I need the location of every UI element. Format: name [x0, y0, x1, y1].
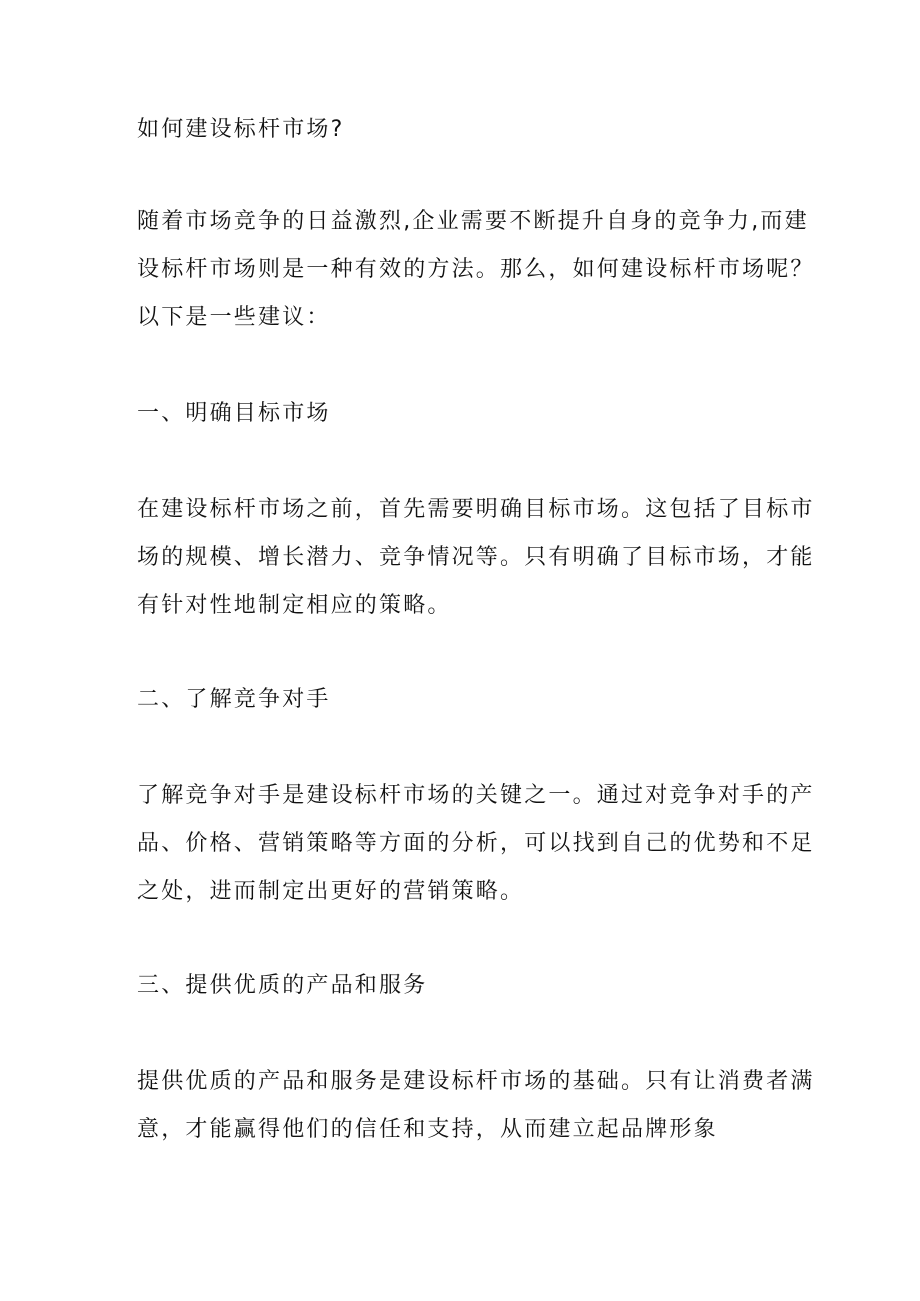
- intro-paragraph: [137, 198, 815, 342]
- section-body-2: [137, 772, 815, 916]
- body-line: 在建设标杆市场之前，首先需要明确目标市场。这包括了目标市: [137, 497, 815, 522]
- title-text: 如何建设标杆市场?: [137, 117, 345, 142]
- body-line: 提供优质的产品和服务是建设标杆市场的基础。只有让消费者满: [137, 1069, 815, 1094]
- section-heading-3: [137, 962, 797, 1010]
- body-line: 之处，进而制定出更好的营销策略。: [137, 879, 525, 904]
- document-title: [137, 106, 797, 154]
- section-body-1: [137, 486, 815, 630]
- section-heading-1: [137, 390, 797, 438]
- body-line: 了解竞争对手是建设标杆市场的关键之一。通过对竞争对手的产: [137, 783, 815, 808]
- body-line: 有针对性地制定相应的策略。: [137, 593, 452, 618]
- section-heading-text: 三、提供优质的产品和服务: [137, 973, 428, 998]
- section-body-3: [137, 1058, 815, 1154]
- section-heading-text: 一、明确目标市场: [137, 401, 331, 426]
- body-line: 品、价格、营销策略等方面的分析，可以找到自己的优势和不足: [137, 831, 815, 856]
- body-line: 场的规模、增长潜力、竞争情况等。只有明确了目标市场，才能: [137, 545, 815, 570]
- section-heading-2: [137, 676, 797, 724]
- intro-line: 以下是一些建议：: [137, 305, 331, 330]
- intro-line: 随着市场竞争的日益激烈,企业需要不断提升自身的竞争力,而建: [137, 209, 809, 234]
- section-heading-text: 二、了解竞争对手: [137, 687, 331, 712]
- intro-line: 设标杆市场则是一种有效的方法。那么，如何建设标杆市场呢？: [137, 257, 815, 282]
- body-line: 意，才能赢得他们的信任和支持，从而建立起品牌形象: [137, 1117, 718, 1142]
